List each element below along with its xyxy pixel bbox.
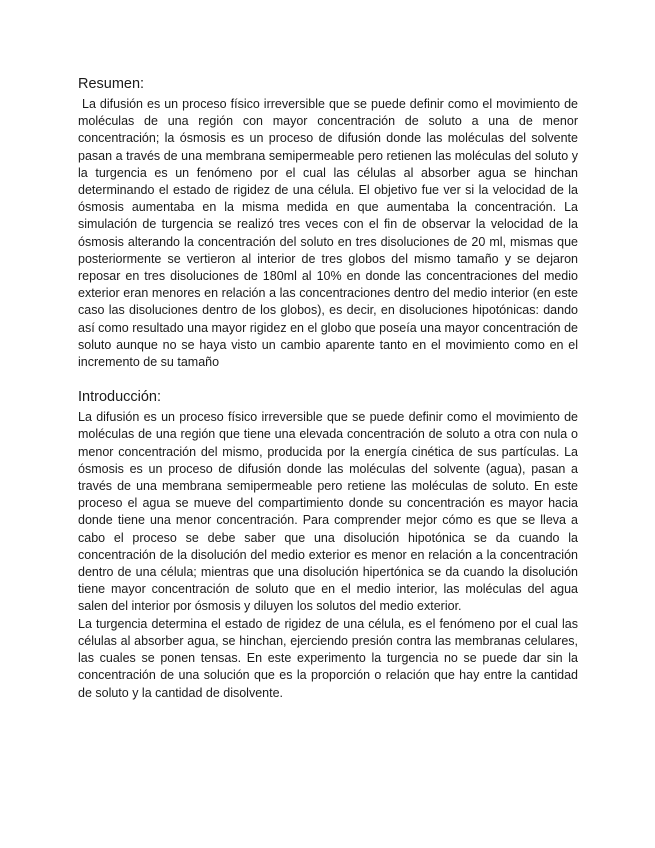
resumen-paragraph: La difusión es un proceso físico irreversible que se puede definir como el movimiento de moléculas de una región con mayor concentración de soluto a una de menor concentración; la ósmosis es un proceso de difusión donde las moléculas del solvente pasan a través de una membrana semipermeable pero retienen las moléculas del soluto y la turgencia es un fenómeno por el cual las células al absorber agua se hinchan determinando el estado de rigidez de una célula. El objetivo fue ver si la velocidad de la ósmosis aumentaba en la misma medida en que aumentaba la concentración. La simulación de turgencia se realizó tres veces con el fin de observar la velocidad de la ósmosis alterando la concentración del soluto en tres disoluciones de 20 ml, mismas que posteriormente se vertieron al interior de tres globos del mismo tamaño y se dejaron reposar en tres disoluciones de 180ml al 10% en donde las concentraciones del medio exterior eran menores en relación a las concentraciones dentro del medio interior (en este caso las disoluciones dentro de los globos), es decir, en disoluciones hipotónicas: dando así como resultado una mayor rigidez en el globo que poseía una mayor concentración de soluto aunque no se haya visto un cambio aparente tanto en el movimiento como en el incremento de su tamaño xyxy=(78,97,578,370)
introduccion-paragraph-1: La difusión es un proceso físico irreversible que se puede definir como el movimiento de moléculas de una región que tiene una elevada concentración de soluto a otra con nula o menor concentración del mismo, producida por la energía cinética de sus partículas. La ósmosis es un proceso de difusión donde las moléculas del solvente (agua), pasan a través de una membrana semipermeable pero retiene las moléculas de soluto. En este proceso el agua se mueve del compartimiento donde su concentración es mayor hacia donde tiene una menor concentración. Para comprender mejor cómo es que se lleva a cabo el proceso se debe saber que una disolución hipotónica se da cuando la concentración de la disolución del medio exterior es menor en relación a la concentración dentro de una célula; mientras que una disolución hipertónica se da cuando la disolución tiene mayor concentración de soluto que en el medio interior, las moléculas del agua salen del interior por ósmosis y diluyen los solutos del medio exterior. xyxy=(78,410,578,614)
introduccion-paragraph-2: La turgencia determina el estado de rigidez de una célula, es el fenómeno por el cual las células al absorber agua, se hinchan, ejerciendo presión contra las membranas celulares, las cuales se ponen tensas. En este experimento la turgencia no se puede dar sin la concentración de una solución que es la proporción o relación que hay entre la cantidad de soluto y la cantidad de disolvente. xyxy=(78,616,578,700)
section-spacer xyxy=(78,371,578,387)
introduccion-section xyxy=(78,387,578,701)
document-body xyxy=(78,74,578,702)
resumen-heading: Resumen: xyxy=(78,76,145,92)
introduccion-heading: Introducción: xyxy=(78,389,162,406)
resumen-section xyxy=(78,74,578,371)
